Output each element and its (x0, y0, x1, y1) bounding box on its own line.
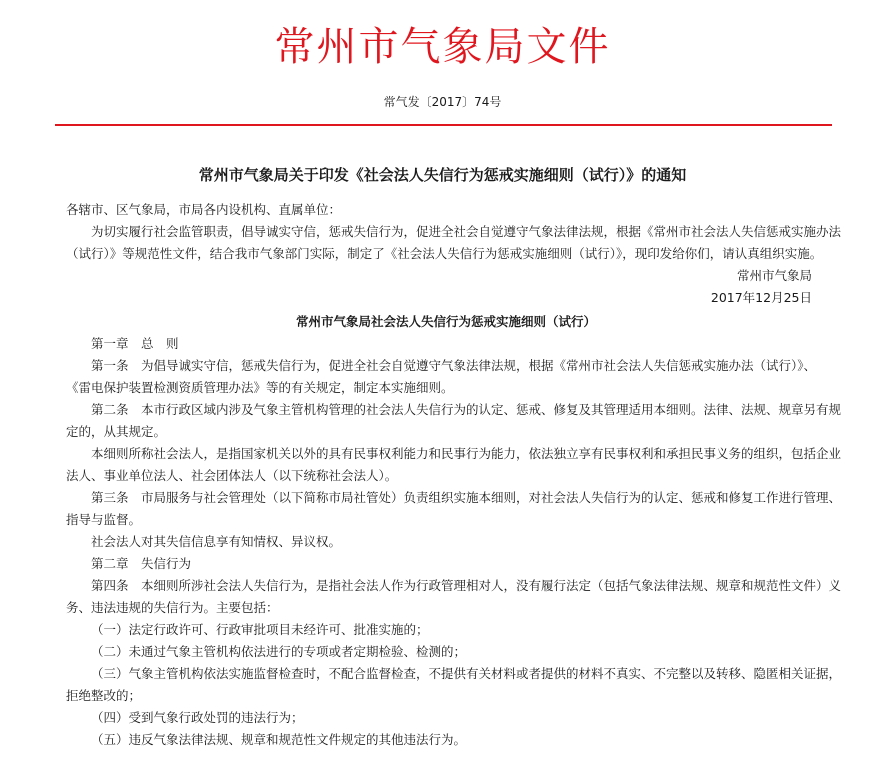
signature: 常州市气象局 (736, 268, 812, 283)
rule-item: （一）法定行政许可、行政审批项目未经许可、批准实施的； (91, 622, 429, 637)
rule-item: （五）违反气象法律法规、规章和规范性文件规定的其他违法行为。 (91, 732, 467, 747)
issue-date: 2017年12月25日 (710, 290, 812, 305)
notice-paragraph-line: （试行）》等规范性文件，结合我市气象部门实际，制定了《社会法人失信行为惩戒实施细则（试行）》，现印发给你们，请认真组织实施。 (66, 246, 823, 261)
rule-line: 第四条 本细则所涉社会法人失信行为，是指社会法人作为行政管理相对人，没有履行法定（包括气象法律法规、规章和规范性文件）义 (91, 578, 842, 593)
rule-item: （二）未通过气象主管机构依法进行的专项或者定期检验、检测的； (91, 644, 467, 659)
rule-line: 第一条 为倡导诚实守信，惩戒失信行为，促进全社会自觉遵守气象法律法规，根据《常州市社会法人失信惩戒实施办法（试行）》、 (91, 358, 817, 373)
chapter-heading: 第一章 总 则 (91, 336, 179, 351)
rule-line: 指导与监督。 (66, 512, 142, 527)
rule-item: （四）受到气象行政处罚的违法行为； (91, 710, 304, 725)
chapter-heading: 第二章 失信行为 (91, 556, 192, 571)
rule-item: 拒绝整改的； (66, 688, 142, 703)
rule-line: 本细则所称社会法人，是指国家机关以外的具有民事权利能力和民事行为能力，依法独立享有民事权利和承担民事义务的组织，包括企业 (91, 446, 842, 461)
rule-line: 法人、事业单位法人、社会团体法人（以下统称社会法人）。 (66, 468, 398, 483)
rule-line: 第三条 市局服务与社会管理处（以下简称市局社管处）负责组织实施本细则，对社会法人失信行为的认定、惩戒和修复工作进行管理、 (91, 490, 842, 505)
red-divider-line (55, 124, 832, 126)
rule-line: 第二条 本市行政区域内涉及气象主管机构管理的社会法人失信行为的认定、惩戒、修复及其管理适用本细则。法律、法规、规章另有规 (91, 402, 842, 417)
notice-title: 常州市气象局关于印发《社会法人失信行为惩戒实施细则（试行）》的通知 (198, 166, 687, 184)
notice-paragraph-line: 为切实履行社会监管职责，倡导诚实守信，惩戒失信行为，促进全社会自觉遵守气象法律法规，根据《常州市社会法人失信惩戒实施办法 (91, 224, 842, 239)
rule-line: 《雷电保护装置检测资质管理办法》等的有关规定，制定本实施细则。 (66, 380, 454, 395)
rule-line: 务、违法违规的失信行为。主要包括： (66, 600, 279, 615)
addressee: 各辖市、区气象局，市局各内设机构、直属单位： (66, 202, 342, 217)
rule-line: 社会法人对其失信信息享有知情权、异议权。 (91, 534, 342, 549)
rule-line: 定的，从其规定。 (66, 424, 167, 439)
rule-item: （三）气象主管机构依法实施监督检查时，不配合监督检查，不提供有关材料或者提供的材料不真实、不完整以及转移、隐匿相关证据， (91, 666, 842, 681)
rules-title: 常州市气象局社会法人失信行为惩戒实施细则（试行） (295, 314, 596, 329)
document-number: 常气发〔2017〕74号 (383, 95, 502, 109)
document-header-title: 常州市气象局文件 (274, 24, 611, 70)
